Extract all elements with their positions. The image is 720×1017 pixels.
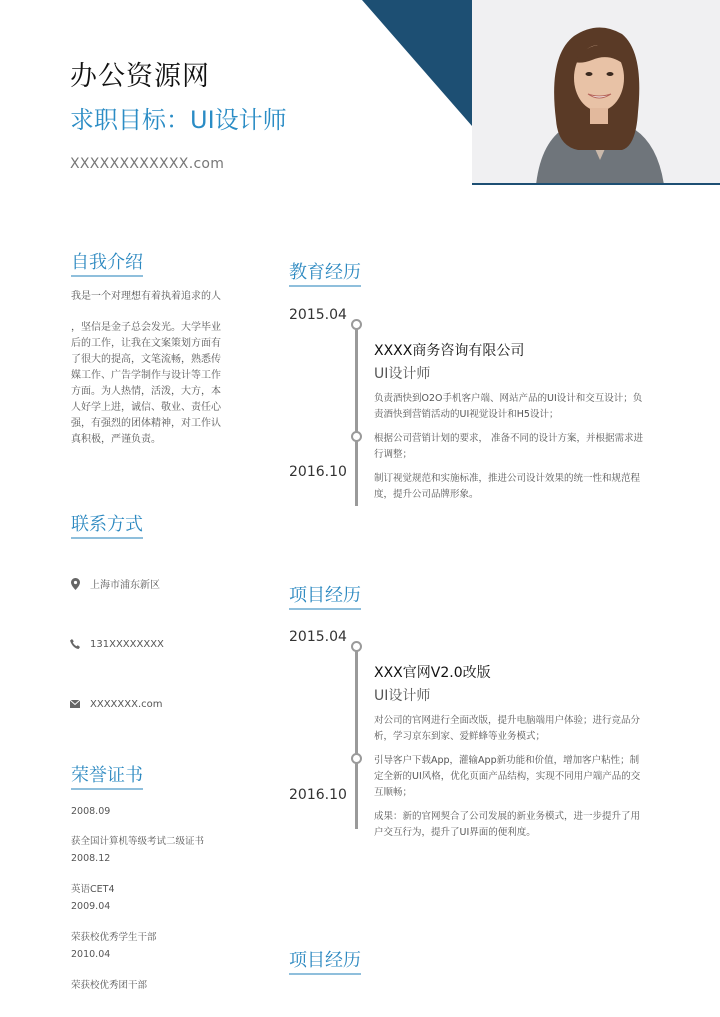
email-text[interactable]: XXXXXXX.com [90,698,163,710]
contact-phone [70,638,164,650]
about-body: ，坚信是金子总会发光。大学毕业后的工作，让我在文案策划方面有了很大的提高，文笔流畅，熟悉传媒工作、广告学制作与设计等工作方面。为人热情，活泼，大方，本人好学上进，诚信、敬业、责任心强，有强烈的团体精神，对工作认真积极，严谨负责。 [71,322,221,445]
education-timeline-line [355,324,358,506]
project-role: UI设计师 [374,688,431,704]
project-timeline-line [355,646,358,829]
education-item: 制订视觉规范和实施标准，推进公司设计效果的统一性和规范程度，提升公司品牌形象。 [374,473,641,500]
project-end-date: 2016.10 [289,787,347,803]
honors-section-title: 荣誉证书 [71,765,143,790]
honor-date: 2009.04 [71,901,111,912]
project-description [374,713,644,847]
about-lead: 我是一个对理想有着执着追求的人 [71,291,221,302]
timeline-node [351,319,362,330]
about-text [71,289,223,464]
website-text: XXXXXXXXXXXX.com [70,156,225,172]
profile-photo [472,0,720,185]
honor-item: 英语CET4 [71,884,115,895]
honor-date: 2008.12 [71,853,111,864]
project-item: 引导客户下载App，灌输App新功能和价值，增加客户粘性；制定全新的UI风格，优化页面产品结构，实现不同用户端产品的交互顺畅； [374,755,641,798]
education-role: UI设计师 [374,366,431,382]
education-description [374,391,644,509]
project-name: XXX官网V2.0改版 [374,665,491,681]
mail-icon [70,698,80,710]
contact-section-title: 联系方式 [71,514,143,539]
timeline-node [351,753,362,764]
timeline-node [351,641,362,652]
project-item: 对公司的官网进行全面改版，提升电脑端用户体验；进行竞品分析，学习京东到家、爱鲜蜂等业务模式； [374,715,641,742]
education-item: 负责酒快到O2O手机客户端、网站产品的UI设计和交互设计；负责酒快到营销活动的UI视觉设计和H5设计； [374,393,643,420]
project-start-date: 2015.04 [289,629,347,645]
honor-item: 获全国计算机等级考试二级证书 [71,836,205,847]
honor-item: 荣获校优秀团干部 [71,980,148,991]
honor-date: 2008.09 [71,806,111,817]
contact-email [70,698,163,710]
phone-icon [70,638,80,650]
project-item: 成果：新的官网契合了公司发展的新业务模式，进一步提升了用户交互行为，提升了UI界面的便利度。 [374,811,641,838]
education-start-date: 2015.04 [289,307,347,323]
phone-text[interactable]: 131XXXXXXXX [90,638,164,650]
project-section-title-2: 项目经历 [289,950,361,975]
job-objective: 求职目标：UI设计师 [70,106,287,134]
education-end-date: 2016.10 [289,464,347,480]
timeline-node [351,431,362,442]
education-section-title: 教育经历 [289,262,361,287]
education-company: XXXX商务咨询有限公司 [374,343,525,359]
education-item: 根据公司营销计划的要求， 准备不同的设计方案，并根据需求进行调整； [374,433,644,460]
honor-item: 荣获校优秀学生干部 [71,932,157,943]
address-text: 上海市浦东新区 [90,580,160,591]
contact-address [70,576,160,591]
honor-date: 2010.04 [71,949,111,960]
candidate-name: 办公资源网 [70,61,210,92]
project-section-title: 项目经历 [289,585,361,610]
location-pin-icon [70,578,80,590]
about-section-title: 自我介绍 [71,252,143,277]
